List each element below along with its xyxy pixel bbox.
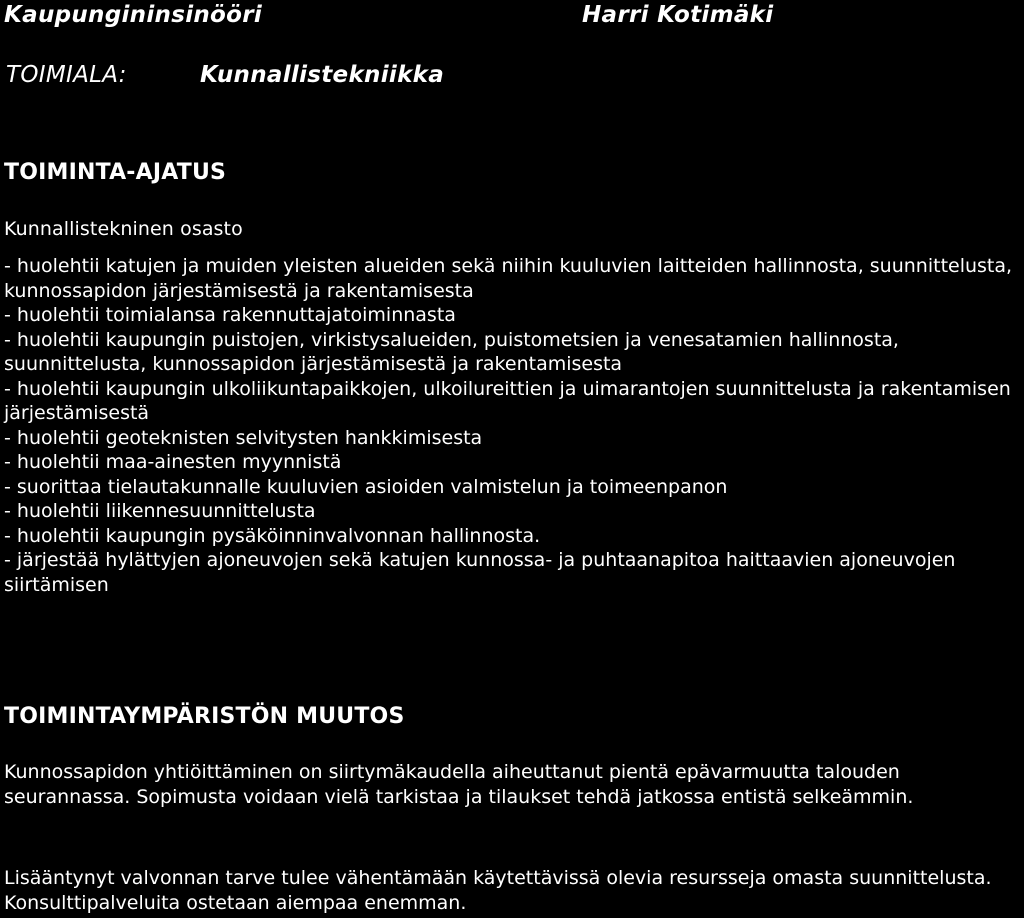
list-item: - huolehtii kaupungin pysäköinninvalvonnan hallinnosta. <box>4 524 541 547</box>
environment-paragraph: Kunnossapidon yhtiöittäminen on siirtymäkaudella aiheuttanut pientä epävarmuutta talouden seurannassa. Sopimusta voidaan vielä tarkistaa ja tilaukset tehdä jatkossa entistä selkeämmin. <box>4 761 914 808</box>
environment-heading: TOIMINTAYMPÄRISTÖN MUUTOS <box>4 704 405 729</box>
list-item: - huolehtii liikennesuunnittelusta <box>4 500 316 522</box>
list-item: - huolehtii geoteknisten selvitysten hankkimisesta <box>4 426 483 449</box>
list-item: - huolehtii kaupungin ulkoliikuntapaikkojen, ulkoilureittien ja uimarantojen suunnittelusta ja rakentamisen järjestämisestä <box>4 377 1011 424</box>
list-item: - huolehtii maa-ainesten myynnistä <box>4 451 342 473</box>
environment-paragraph: Lisääntynyt valvonnan tarve tulee vähentämään käytettävissä olevia resursseja omasta suunnittelusta. Konsulttipalveluita ostetaan aiempaa enemman. <box>4 867 992 914</box>
mission-heading: TOIMINTA-AJATUS <box>4 160 227 185</box>
list-item: - suorittaa tielautakunnalle kuuluvien asioiden valmistelun ja toimeenpanon <box>4 475 728 498</box>
role-title: Kaupungininsinööri <box>4 2 263 28</box>
department-name: Kunnallistekninen osasto <box>4 218 243 240</box>
mission-list <box>4 254 1022 597</box>
sector-value: Kunnallistekniikka <box>200 62 445 88</box>
person-name: Harri Kotimäki <box>582 2 774 28</box>
list-item: - huolehtii katujen ja muiden yleisten alueiden sekä niihin kuuluvien laitteiden hallinnosta, suunnittelusta, kunnossapidon järjestämisestä ja rakentamisesta <box>4 255 1013 302</box>
list-item: - huolehtii toimialansa rakennuttajatoiminnasta <box>4 304 456 326</box>
sector-label: TOIMIALA: <box>6 62 127 88</box>
list-item: - järjestää hylättyjen ajoneuvojen sekä katujen kunnossa- ja puhtaanapitoa haittaavien ajoneuvojen siirtämisen <box>4 549 956 596</box>
list-item: - huolehtii kaupungin puistojen, virkistysalueiden, puistometsien ja venesatamien hallinnosta, suunnittelusta, kunnossapidon järjestämisestä ja rakentamisesta <box>4 328 899 375</box>
